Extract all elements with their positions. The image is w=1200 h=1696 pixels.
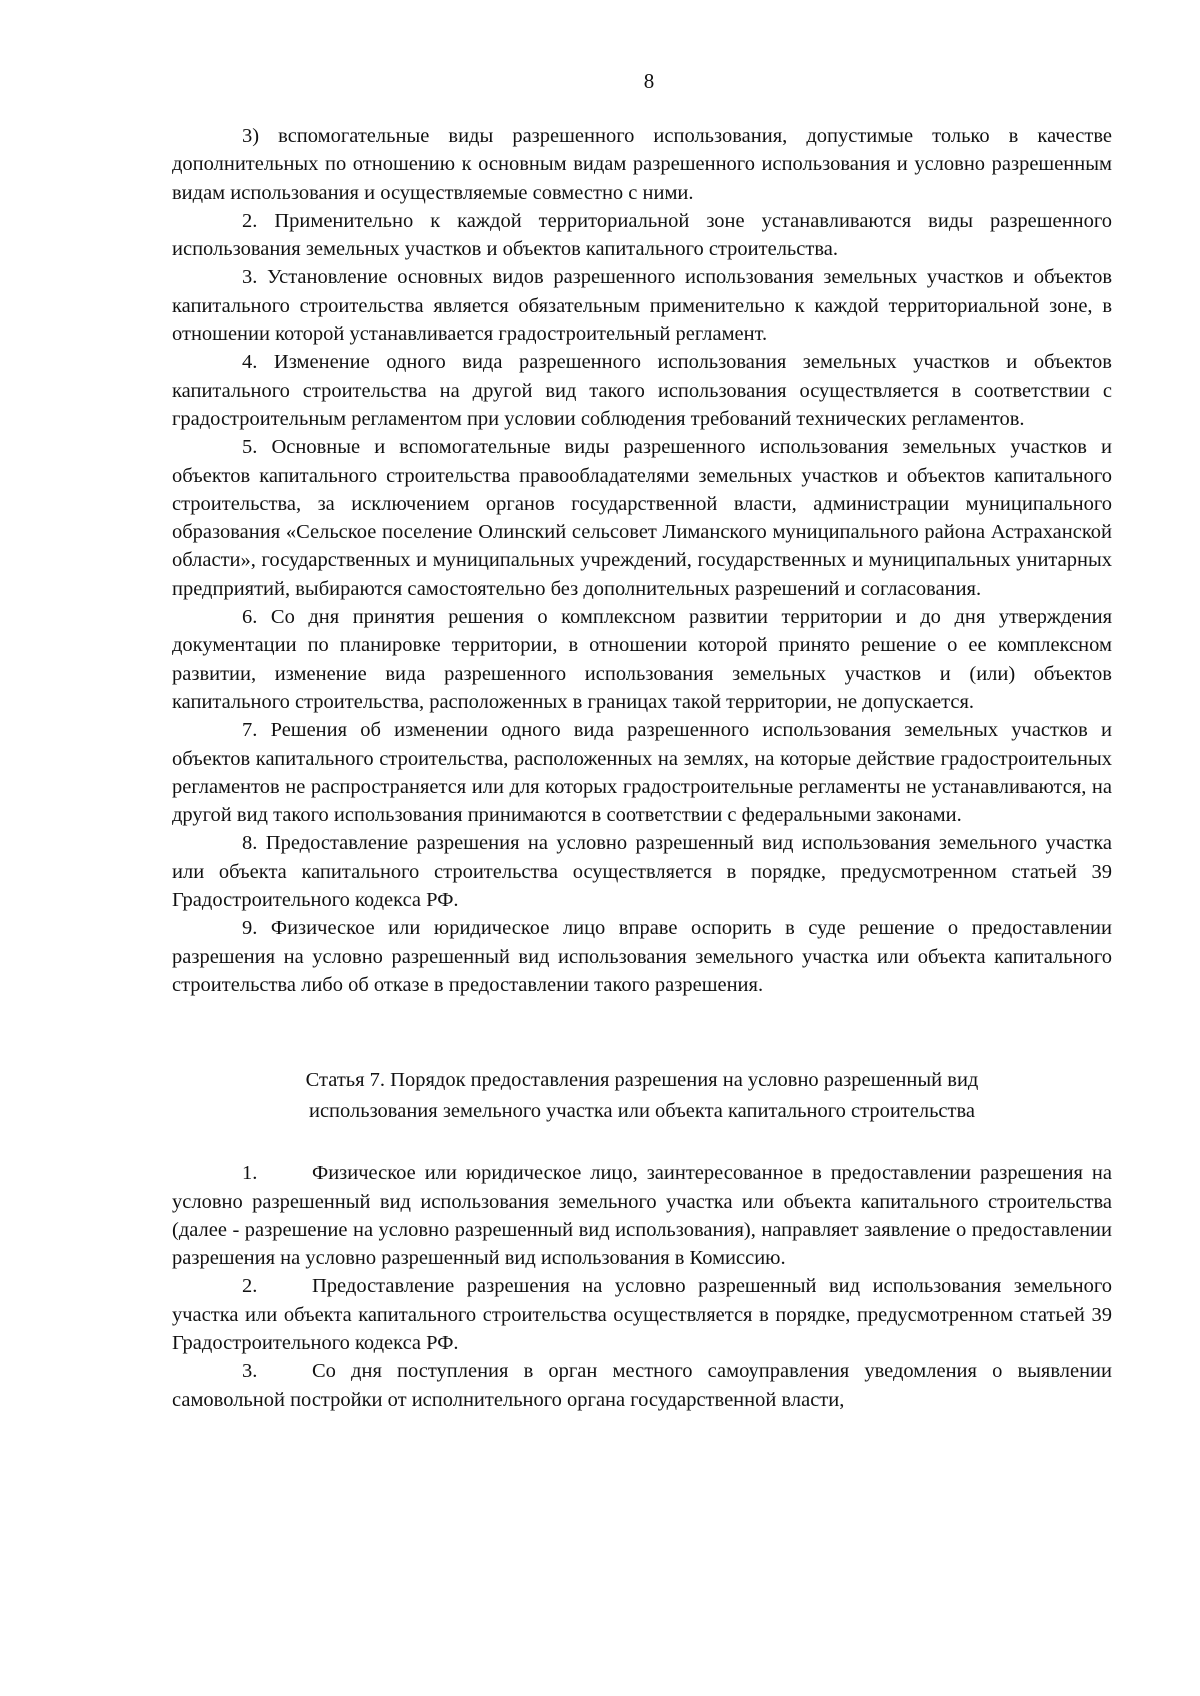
article-title [196,1065,1088,1127]
article-item [172,1357,1112,1414]
article-title-line-2: использования земельного участка или объекта капитального строительства [308,1100,975,1123]
item-text: Физическое или юридическое лицо, заинтересованное в предоставлении разрешения на условно разрешенный вид использования земельного участка или объекта капитального строительства (далее - разрешение на условно разрешенный вид использования), направляет заявление о предоставлении разрешения на условно разрешенный вид использования в Комиссию. [172,1162,1112,1270]
article-title-line-1: Статья 7. Порядок предоставления разрешения на условно разрешенный вид [305,1069,979,1092]
article-item [172,1272,1112,1357]
paragraph: 2. Применительно к каждой территориальной зоне устанавливаются виды разрешенного использования земельных участков и объектов капитального строительства. [172,209,1112,261]
item-text: Предоставление разрешения на условно разрешенный вид использования земельного участка или объекта капитального строительства осуществляется в порядке, предусмотренном статьей 39 Градостроительного кодекса РФ. [172,1275,1112,1354]
item-text: Со дня поступления в орган местного самоуправления уведомления о выявлении самовольной постройки от исполнительного органа государственной власти, [172,1360,1112,1411]
item-number: 3. [242,1360,258,1383]
paragraph: 3. Установление основных видов разрешенного использования земельных участков и объектов капитального строительства является обязательным применительно к каждой территориальной зоне, в отношении которой устанавливается градостроительный регламент. [172,266,1112,346]
paragraph: 7. Решения об изменении одного вида разрешенного использования земельных участков и объектов капитального строительства, расположенных на землях, на которые действие градостроительных регламентов не распространяется или для которых градостроительные регламенты не устанавливаются, на другой вид такого использования принимаются в соответствии с федеральными законами. [172,719,1112,827]
paragraph: 3) вспомогательные виды разрешенного использования, допустимые только в качестве дополнительных по отношению к основным видам разрешенного использования и условно разрешенным видам использования и осуществляемые совместно с ними. [172,125,1112,204]
paragraph: 6. Со дня принятия решения о комплексном развитии территории и до дня утверждения документации по планировке территории, в отношении которой принято решение о ее комплексном развитии, изменение вида разрешенного использования земельных участков и (или) объектов капитального строительства, расположенных в границах такой территории, не допускается. [172,606,1112,713]
item-number: 2. [242,1275,258,1298]
article-item [172,1159,1112,1272]
paragraph: 8. Предоставление разрешения на условно разрешенный вид использования земельного участка или объекта капитального строительства осуществляется в порядке, предусмотренном статьей 39 Градостроительного кодекса РФ. [172,832,1112,912]
paragraph: 4. Изменение одного вида разрешенного использования земельных участков и объектов капитального строительства на другой вид такого использования осуществляется в соответствии с градостроительным регламентом при условии соблюдения требований технических регламентов. [172,351,1112,430]
paragraph: 9. Физическое или юридическое лицо вправе оспорить в суде решение о предоставлении разрешения на условно разрешенный вид использования земельного участка или объекта капитального строительства либо об отказе в предоставлении такого разрешения. [172,917,1112,996]
item-number: 1. [242,1162,258,1185]
page-number: 8 [643,69,655,93]
paragraph: 5. Основные и вспомогательные виды разрешенного использования земельных участков и объектов капитального строительства правообладателями земельных участков и объектов капитального строительства, за исключением органов государственной власти, администрации муниципального образования «Сельское поселение Олинский сельсовет Лиманского муниципального района Астраханской области», государственных и муниципальных учреждений, государственных и муниципальных унитарных предприятий, выбираются самостоятельно без дополнительных разрешений и согласования. [172,436,1112,600]
